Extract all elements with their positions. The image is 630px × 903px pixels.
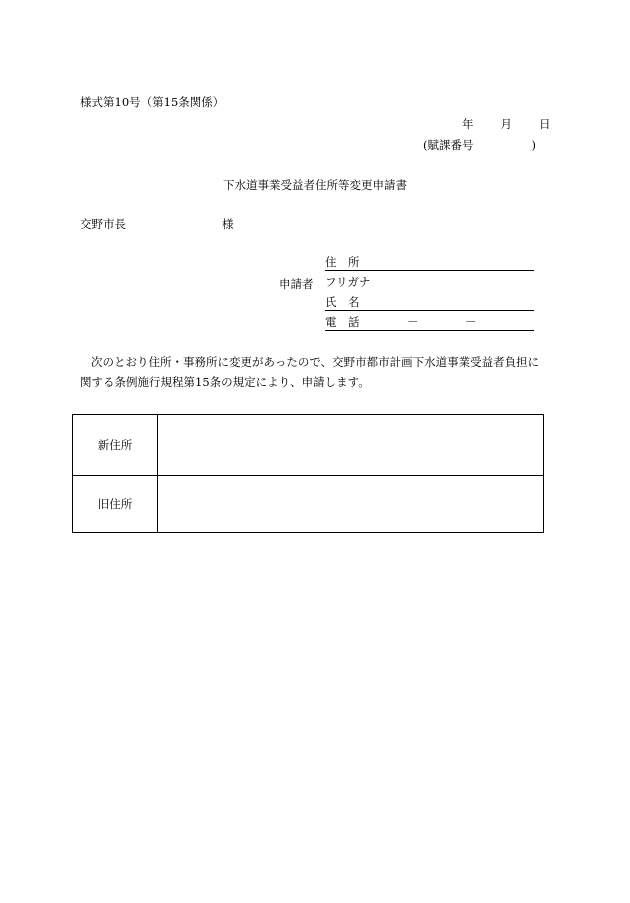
phone-dash-1: － (407, 314, 419, 329)
addressee-recipient: 交野市長 (80, 217, 126, 231)
form-number: 様式第10号（第15条関係） (80, 95, 225, 109)
applicant-phone-field[interactable] (325, 314, 534, 331)
addressee-honorific: 様 (222, 217, 234, 231)
applicant-name-field[interactable] (325, 294, 534, 311)
applicant-furigana-field[interactable] (325, 274, 534, 290)
applicant-name-label: 氏 名 (325, 294, 360, 309)
old-address-cell[interactable] (158, 476, 544, 533)
tax-number-close: ) (531, 138, 536, 152)
tax-number-label: (賦課番号 (423, 138, 474, 152)
body-text-line-2: 関する条例施行規程第15条の規定により、申請します。 (80, 375, 370, 389)
table-row (73, 476, 544, 533)
table-row (73, 415, 544, 476)
date-line (462, 119, 551, 131)
date-year-label: 年 (462, 117, 474, 131)
body-text (80, 352, 550, 392)
new-address-label: 新住所 (73, 415, 158, 476)
applicant-label: 申請者 (279, 277, 314, 291)
date-month-label: 月 (500, 117, 512, 131)
tax-number-line (423, 140, 536, 152)
document-title: 下水道事業受益者住所等変更申請書 (223, 178, 407, 192)
old-address-label: 旧住所 (73, 476, 158, 533)
applicant-phone-label: 電 話 (325, 314, 360, 329)
phone-dash-2: － (465, 314, 477, 329)
applicant-address-label: 住 所 (325, 254, 360, 269)
new-address-cell[interactable] (158, 415, 544, 476)
applicant-furigana-label: フリガナ (325, 274, 371, 289)
applicant-address-field[interactable] (325, 254, 534, 271)
date-day-label: 日 (539, 117, 551, 131)
address-change-table (72, 414, 544, 533)
body-text-line-1: 次のとおり住所・事務所に変更があったので、交野市都市計画下水道事業受益者負担に (91, 355, 540, 369)
addressee (80, 219, 234, 231)
